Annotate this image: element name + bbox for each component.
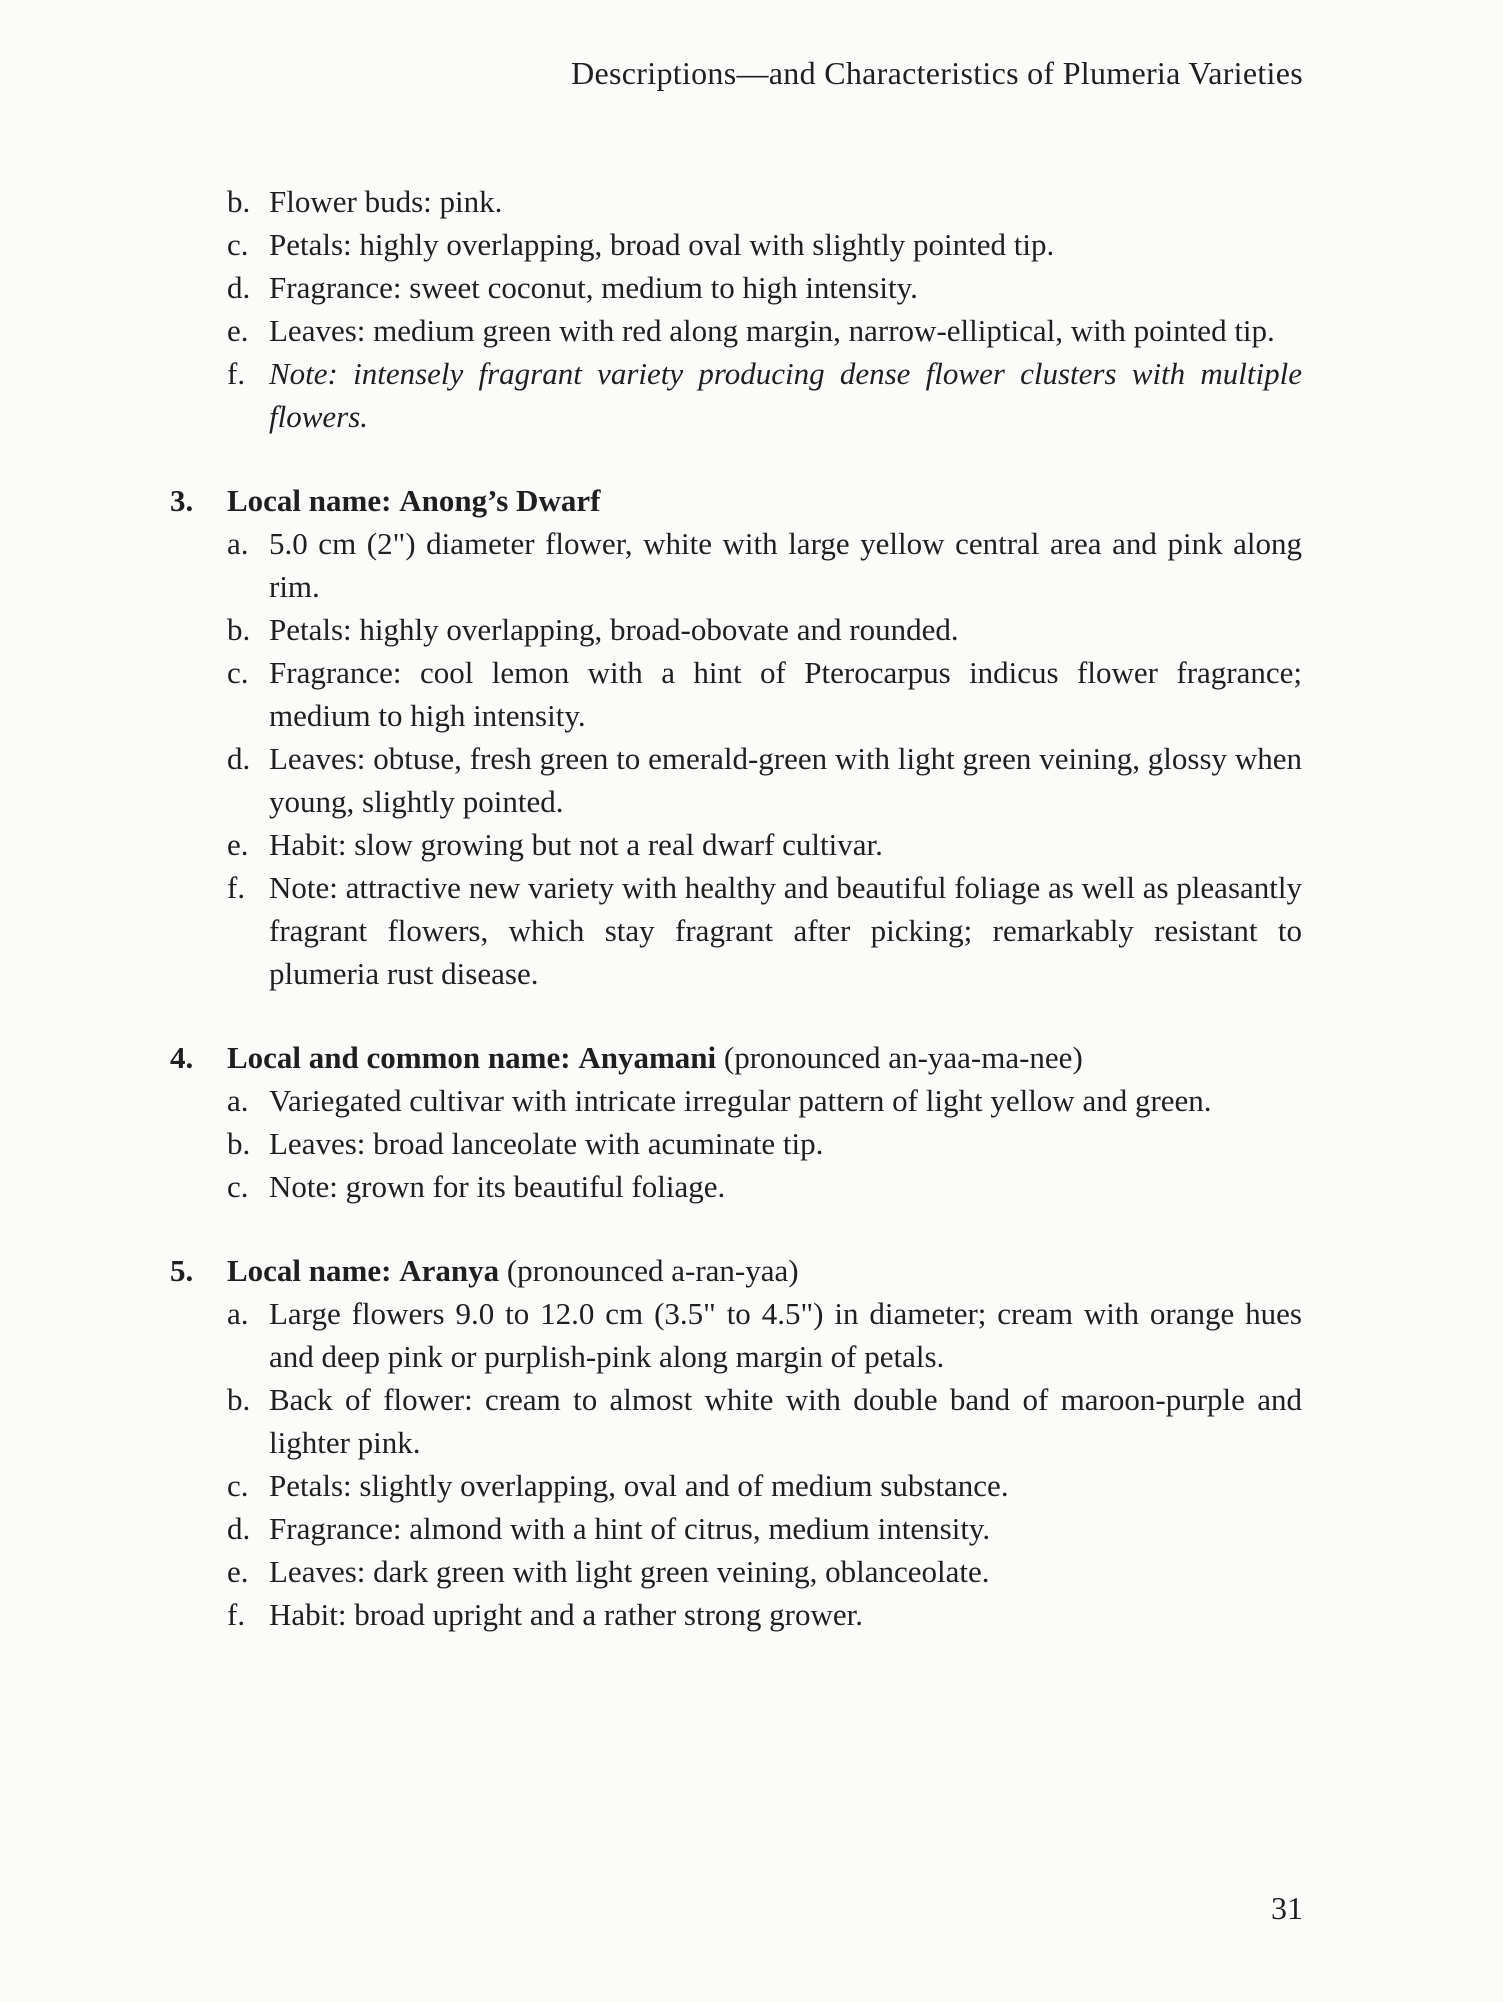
item-text: Petals: highly overlapping, broad-obovate and rounded. <box>269 612 959 647</box>
item-text: Fragrance: cool lemon with a hint of Pterocarpus indicus flower fragrance; medium to high intensity. <box>269 655 1302 733</box>
item-text: Note: intensely fragrant variety producing dense flower clusters with multiple flowers. <box>269 356 1302 434</box>
list-item <box>227 737 1302 823</box>
continued-list <box>170 180 1302 438</box>
page-number: 31 <box>1271 1890 1303 1926</box>
list-item <box>227 180 1302 223</box>
list-item <box>227 522 1302 608</box>
item-letter: f. <box>227 870 246 905</box>
item-letter: c. <box>227 655 249 690</box>
item-text: Fragrance: sweet coconut, medium to high intensity. <box>269 270 918 305</box>
item-letter: c. <box>227 1468 249 1503</box>
entry-label: Local and common name: <box>227 1040 571 1075</box>
item-letter: c. <box>227 1169 249 1204</box>
item-letter: e. <box>227 313 249 348</box>
variety-entry-5 <box>170 1250 1302 1636</box>
entry-items <box>170 1292 1302 1636</box>
entry-heading <box>170 1250 1302 1292</box>
item-text: Habit: broad upright and a rather strong grower. <box>269 1597 863 1632</box>
entry-pronunciation: (pronounced a-ran-yaa) <box>506 1253 799 1288</box>
list-item <box>227 309 1302 352</box>
entry-name: Anong’s Dwarf <box>399 483 601 518</box>
list-item <box>227 823 1302 866</box>
entry-number: 5. <box>170 1253 194 1288</box>
entry-number: 4. <box>170 1040 194 1075</box>
item-text: Note: grown for its beautiful foliage. <box>269 1169 726 1204</box>
item-letter: f. <box>227 356 246 391</box>
list-item <box>227 651 1302 737</box>
entry-number: 3. <box>170 483 194 518</box>
entry-items <box>170 1079 1302 1208</box>
list-item <box>227 1378 1302 1464</box>
item-text: Leaves: dark green with light green veining, oblanceolate. <box>269 1554 990 1589</box>
list-item <box>227 1464 1302 1507</box>
item-text: Petals: highly overlapping, broad oval with slightly pointed tip. <box>269 227 1055 262</box>
item-letter: b. <box>227 184 251 219</box>
list-item <box>227 1292 1302 1378</box>
item-letter: c. <box>227 227 249 262</box>
item-letter: a. <box>227 1296 249 1331</box>
item-letter: e. <box>227 1554 249 1589</box>
list-item <box>227 1122 1302 1165</box>
item-text: Large flowers 9.0 to 12.0 cm (3.5" to 4.5") in diameter; cream with orange hues and deep pink or purplish-pink along margin of petals. <box>269 1296 1302 1374</box>
item-letter: a. <box>227 526 249 561</box>
item-letter: b. <box>227 1126 251 1161</box>
item-text: Leaves: broad lanceolate with acuminate tip. <box>269 1126 824 1161</box>
item-letter: b. <box>227 612 251 647</box>
item-letter: d. <box>227 741 251 776</box>
variety-entry-3 <box>170 480 1302 995</box>
item-letter: d. <box>227 1511 251 1546</box>
list-item <box>227 1165 1302 1208</box>
item-text: Back of flower: cream to almost white with double band of maroon-purple and lighter pink. <box>269 1382 1302 1460</box>
item-text: Leaves: obtuse, fresh green to emerald-green with light green veining, glossy when young, slightly pointed. <box>269 741 1302 819</box>
entry-heading <box>170 1037 1302 1079</box>
item-letter: d. <box>227 270 251 305</box>
entry-heading <box>170 480 1302 522</box>
page-content <box>170 180 1302 1678</box>
item-text: Leaves: medium green with red along margin, narrow-elliptical, with pointed tip. <box>269 313 1275 348</box>
item-text: Note: attractive new variety with healthy and beautiful foliage as well as pleasantly fragrant flowers, which stay fragrant after picking; remarkably resistant to plumeria rust disease. <box>269 870 1302 991</box>
list-item <box>227 866 1302 995</box>
item-text: Flower buds: pink. <box>269 184 503 219</box>
item-letter: b. <box>227 1382 251 1417</box>
item-text: Petals: slightly overlapping, oval and of medium substance. <box>269 1468 1009 1503</box>
list-item <box>227 223 1302 266</box>
list-item <box>227 608 1302 651</box>
list-item <box>227 1550 1302 1593</box>
item-letter: a. <box>227 1083 249 1118</box>
list-item <box>227 1507 1302 1550</box>
item-text: Variegated cultivar with intricate irregular pattern of light yellow and green. <box>269 1083 1212 1118</box>
item-letter: e. <box>227 827 249 862</box>
entry-label: Local name: <box>227 1253 392 1288</box>
item-text: 5.0 cm (2") diameter flower, white with large yellow central area and pink along rim. <box>269 526 1302 604</box>
item-text: Fragrance: almond with a hint of citrus, medium intensity. <box>269 1511 991 1546</box>
entry-items <box>170 522 1302 995</box>
list-item <box>227 1593 1302 1636</box>
list-item <box>227 1079 1302 1122</box>
running-header: Descriptions—and Characteristics of Plumeria Varieties <box>571 55 1303 91</box>
variety-entry-4 <box>170 1037 1302 1208</box>
item-letter: f. <box>227 1597 246 1632</box>
list-item <box>227 352 1302 438</box>
item-text: Habit: slow growing but not a real dwarf cultivar. <box>269 827 883 862</box>
entry-pronunciation: (pronounced an-yaa-ma-nee) <box>723 1040 1083 1075</box>
entry-name: Aranya <box>399 1253 500 1288</box>
entry-name: Anyamani <box>578 1040 717 1075</box>
entry-label: Local name: <box>227 483 392 518</box>
list-item <box>227 266 1302 309</box>
